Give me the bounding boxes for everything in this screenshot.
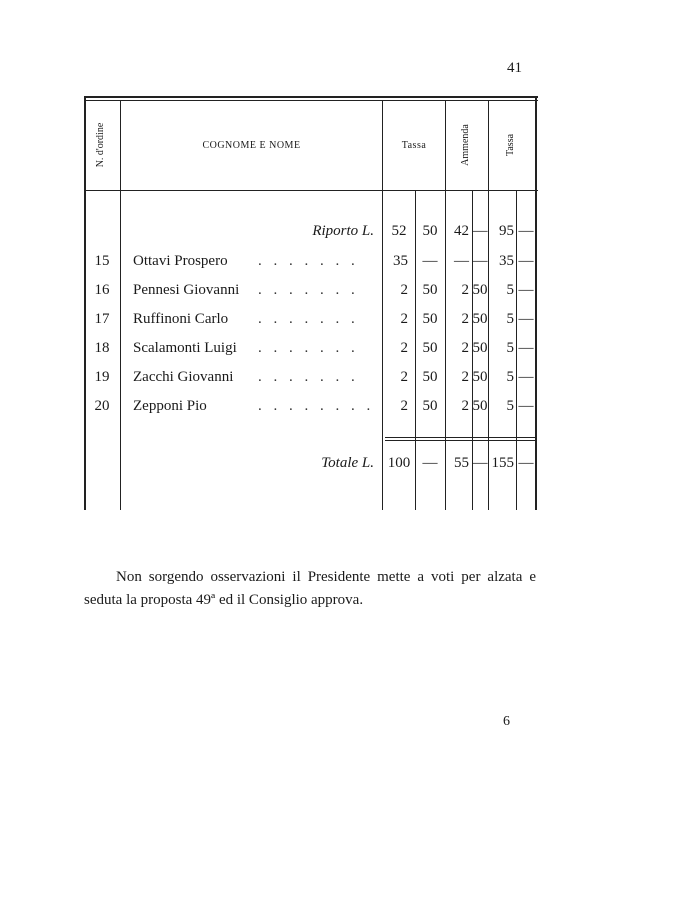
tax-lire: 2: [400, 282, 408, 298]
carry-forward-label: Riporto L.: [312, 223, 374, 239]
col-rule-right: [535, 96, 537, 510]
total-cents: —: [518, 340, 534, 356]
fine-cents: 50: [472, 282, 488, 298]
total-cents: —: [518, 253, 534, 269]
tax-cents: 50: [422, 223, 438, 239]
row-leader-dots: . . . . . . .: [258, 253, 359, 269]
tax-lire: 2: [400, 369, 408, 385]
tax-lire: 2: [400, 340, 408, 356]
header-order: N. d'ordine: [95, 122, 106, 168]
tax-cents: 50: [422, 340, 438, 356]
fine-lire: 2: [461, 311, 469, 327]
row-leader-dots: . . . . . . .: [258, 311, 359, 327]
header-bottom-rule: [84, 190, 538, 191]
col-rule-tax: [382, 100, 383, 510]
row-name: Zepponi Pio: [133, 398, 207, 414]
total-label: Totale L.: [321, 455, 374, 471]
total-lire: 35: [499, 253, 514, 269]
row-number: 19: [94, 369, 110, 385]
header-tax-2: Tassa: [505, 133, 516, 157]
total-lire: 5: [506, 282, 514, 298]
col-rule-total: [488, 100, 489, 510]
row-leader-dots: . . . . . . .: [258, 369, 359, 385]
col-rule-fine: [445, 100, 446, 510]
page-number: 41: [507, 60, 522, 76]
total-lire: 5: [506, 398, 514, 414]
total-lire: 155: [491, 455, 514, 471]
fine-lire: 2: [461, 282, 469, 298]
col-rule-left: [84, 96, 86, 510]
fine-cents: —: [472, 455, 488, 471]
row-number: 20: [94, 398, 110, 414]
paragraph-text: Non sorgendo osservazioni il Presidente mette a voti per alzata e seduta la proposta 49ª ed il Consiglio approva.: [84, 569, 536, 608]
fine-cents: 50: [472, 369, 488, 385]
fine-cents: 50: [472, 398, 488, 414]
row-name: Scalamonti Luigi: [133, 340, 237, 356]
fine-cents: —: [472, 223, 488, 239]
tax-cents: 50: [422, 311, 438, 327]
fine-lire: 55: [454, 455, 469, 471]
total-rule-1: [385, 437, 535, 438]
row-number: 15: [94, 253, 110, 269]
total-cents: —: [518, 455, 534, 471]
total-lire: 95: [499, 223, 514, 239]
fine-lire: 2: [461, 369, 469, 385]
col-rule-name: [120, 100, 121, 510]
row-number: 17: [94, 311, 110, 327]
total-lire: 5: [506, 340, 514, 356]
fine-lire: 2: [461, 340, 469, 356]
header-fine: Ammenda: [460, 124, 471, 166]
tax-lire: 2: [400, 398, 408, 414]
tax-cents: 50: [422, 369, 438, 385]
fine-cents: 50: [472, 340, 488, 356]
table-top-rule-thin: [84, 100, 538, 101]
fine-lire: 42: [454, 223, 469, 239]
total-cents: —: [518, 311, 534, 327]
resolution-paragraph: [84, 566, 536, 612]
tax-cents: —: [422, 455, 438, 471]
header-tax: Tassa: [401, 140, 427, 151]
total-cents: —: [518, 282, 534, 298]
tax-cents: —: [422, 253, 438, 269]
tax-lire: 52: [391, 223, 407, 239]
total-lire: 5: [506, 311, 514, 327]
row-leader-dots: . . . . . . .: [258, 340, 359, 356]
row-name: Ruffinoni Carlo: [133, 311, 229, 327]
header-name: COGNOME E NOME: [202, 140, 301, 151]
total-cents: —: [518, 369, 534, 385]
tax-lire: 35: [393, 253, 408, 269]
row-number: 16: [94, 282, 110, 298]
fine-cents: —: [472, 253, 488, 269]
total-cents: —: [518, 398, 534, 414]
fine-lire: —: [454, 253, 469, 269]
fine-lire: 2: [461, 398, 469, 414]
row-number: 18: [94, 340, 110, 356]
row-name: Ottavi Prospero: [133, 253, 228, 269]
row-name: Pennesi Giovanni: [133, 282, 240, 298]
total-rule-2: [385, 440, 535, 441]
tax-lire: 2: [400, 311, 408, 327]
signature-mark: 6: [503, 714, 510, 729]
row-leader-dots: . . . . . . .: [258, 282, 359, 298]
tax-lire: 100: [387, 455, 411, 471]
fine-cents: 50: [472, 311, 488, 327]
row-leader-dots: . . . . . . . .: [258, 398, 375, 414]
total-lire: 5: [506, 369, 514, 385]
total-cents: —: [518, 223, 534, 239]
tax-cents: 50: [422, 398, 438, 414]
tax-cents: 50: [422, 282, 438, 298]
row-name: Zacchi Giovanni: [133, 369, 234, 385]
table-top-rule: [84, 96, 538, 98]
